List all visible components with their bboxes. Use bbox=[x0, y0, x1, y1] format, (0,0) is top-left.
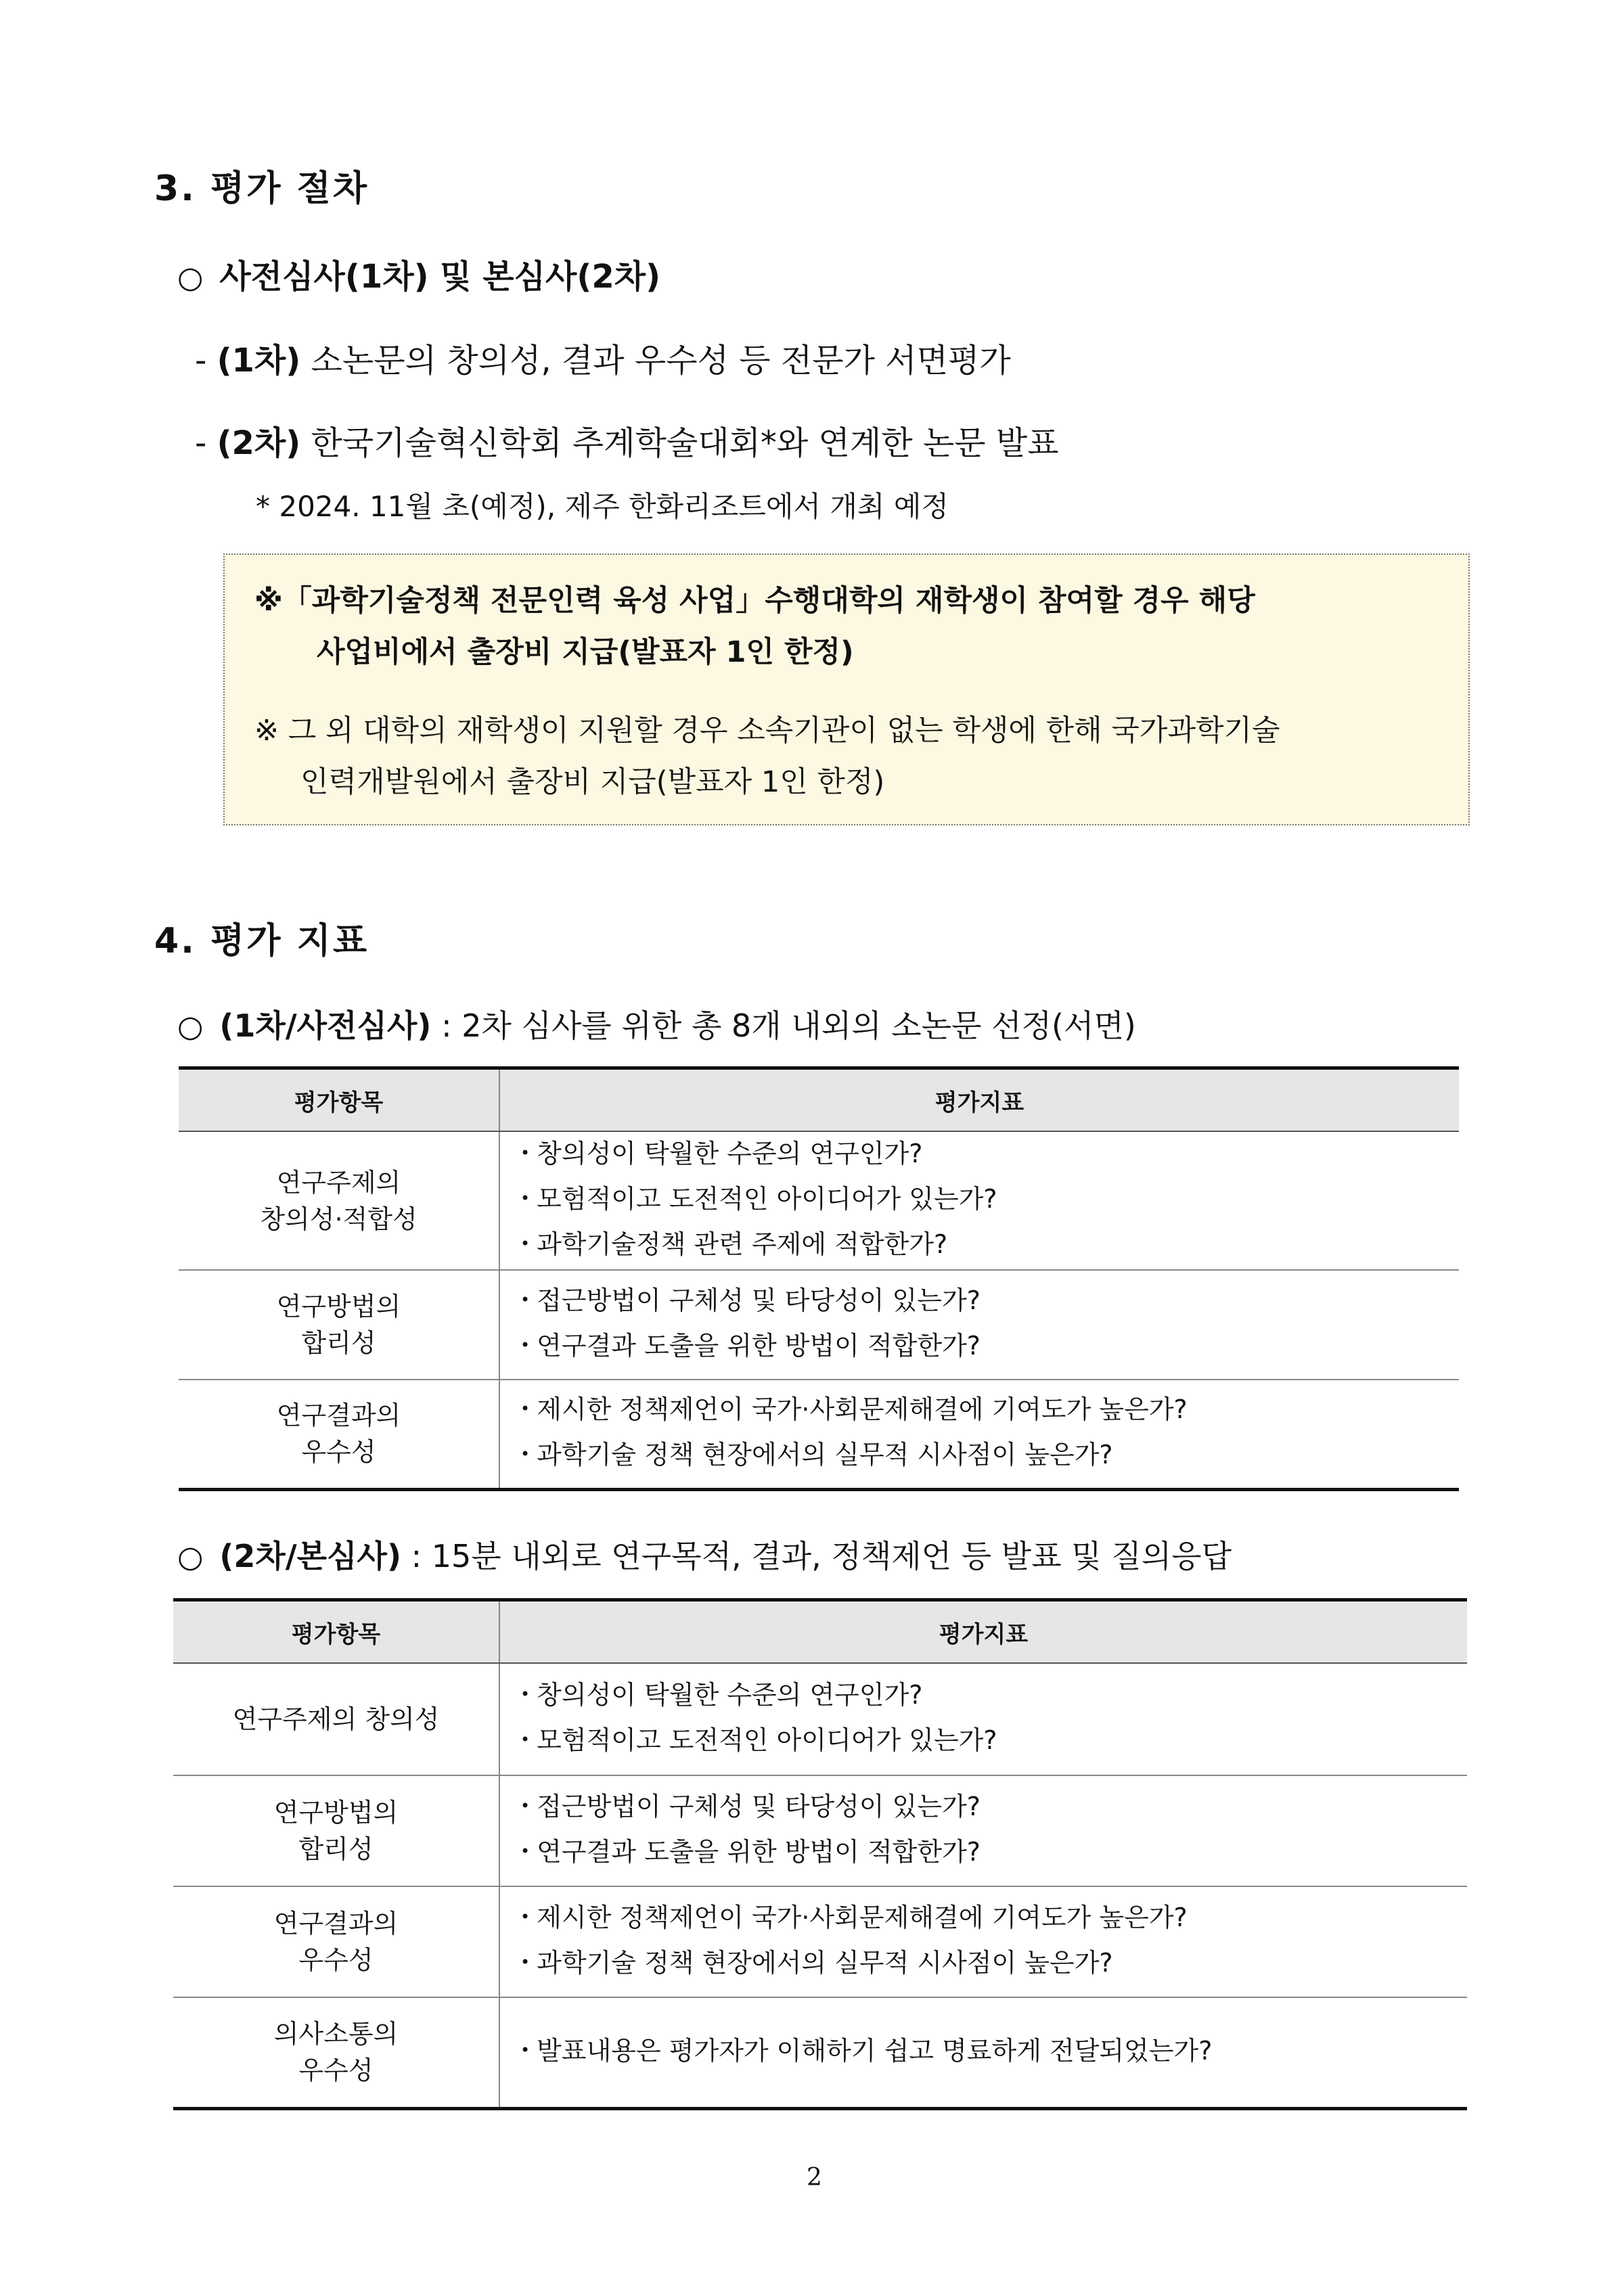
criteria-2-row bbox=[177, 1532, 1232, 1576]
indicator-line: • 과학기술 정책 현장에서의 실무적 시사점이 높은가? bbox=[520, 1440, 1113, 1470]
footnote: * 2024. 11월 초(예정), 제주 한화리조트에서 개최 예정 bbox=[256, 490, 949, 523]
notice-2-line-2: 인력개발원에서 출장비 지급(발표자 1인 한정) bbox=[300, 765, 885, 799]
item-cell bbox=[179, 1380, 499, 1489]
item-label: 연구주제의 창의성 bbox=[232, 1704, 440, 1734]
table-row bbox=[179, 1270, 1459, 1380]
table-row bbox=[173, 1997, 1467, 2108]
dash-bullet: - bbox=[195, 342, 207, 380]
evaluation-table-2 bbox=[173, 1598, 1467, 2110]
column-header-item: 평가항목 bbox=[179, 1068, 499, 1132]
dash-bullet: - bbox=[195, 424, 207, 462]
bullet-icon: • bbox=[520, 1399, 531, 1419]
bullet-icon: • bbox=[520, 1796, 531, 1815]
bullet-icon: • bbox=[520, 1143, 531, 1162]
item-label: 연구방법의 bbox=[276, 1292, 401, 1321]
item-label: 합리성 bbox=[298, 1834, 374, 1864]
criteria-2-label: (2차/본심사) bbox=[219, 1538, 402, 1574]
criteria-1-row bbox=[177, 1001, 1136, 1046]
bullet-icon: • bbox=[520, 1730, 531, 1749]
notice-1-line-1: ※「과학기술정책 전문인력 육성 사업」수행대학의 재학생이 참여할 경우 해당 bbox=[254, 584, 1255, 618]
item-label: 연구결과의 bbox=[276, 1401, 401, 1431]
notice-1-line-2: 사업비에서 출장비 지급(발표자 1인 한정) bbox=[317, 635, 854, 669]
item-cell bbox=[179, 1131, 499, 1270]
section-4-heading: 4. 평가 지표 bbox=[154, 921, 369, 961]
column-header-indicator: 평가지표 bbox=[499, 1600, 1467, 1664]
bullet-icon: • bbox=[520, 1290, 531, 1309]
circle-bullet-icon: ○ bbox=[177, 1009, 204, 1044]
bullet-icon: • bbox=[520, 1907, 531, 1926]
indicator-cell bbox=[499, 1775, 1467, 1886]
bullet-icon: • bbox=[520, 1842, 531, 1861]
indicator-cell bbox=[499, 1663, 1467, 1775]
page-number: 2 bbox=[807, 2164, 822, 2191]
indicator-line: • 연구결과 도출을 위한 방법이 적합한가? bbox=[520, 1837, 980, 1867]
item-label: 연구주제의 bbox=[276, 1167, 401, 1198]
indicator-cell bbox=[499, 1997, 1467, 2108]
indicator-line: • 제시한 정책제언이 국가·사회문제해결에 기여도가 높은가? bbox=[520, 1903, 1188, 1932]
section-3-subheading-row bbox=[177, 250, 660, 297]
item-label: 연구결과의 bbox=[273, 1909, 399, 1938]
table-row bbox=[173, 1886, 1467, 1997]
indicator-cell bbox=[499, 1131, 1459, 1270]
criteria-1-text: : 2차 심사를 위한 총 8개 내외의 소논문 선정(서면) bbox=[441, 1007, 1136, 1044]
indicator-cell bbox=[499, 1270, 1459, 1380]
section-3-heading: 3. 평가 절차 bbox=[154, 168, 369, 209]
criteria-2-text: : 15분 내외로 연구목적, 결과, 정책제언 등 발표 및 질의응답 bbox=[411, 1538, 1232, 1574]
indicator-line: • 창의성이 탁월한 수준의 연구인가? bbox=[520, 1680, 923, 1710]
step-1-text: 소논문의 창의성, 결과 우수성 등 전문가 서면평가 bbox=[311, 342, 1011, 380]
indicator-cell bbox=[499, 1886, 1467, 1997]
bullet-icon: • bbox=[520, 1234, 531, 1253]
circle-bullet-icon: ○ bbox=[177, 1540, 204, 1574]
step-1-label: (1차) bbox=[217, 342, 301, 380]
item-cell bbox=[173, 1775, 499, 1886]
criteria-1-label: (1차/사전심사) bbox=[219, 1007, 432, 1044]
step-2-text: 한국기술혁신학회 추계학술대회*와 연계한 논문 발표 bbox=[311, 424, 1059, 462]
column-header-item: 평가항목 bbox=[173, 1600, 499, 1664]
indicator-cell bbox=[499, 1380, 1459, 1489]
circle-bullet-icon: ○ bbox=[177, 260, 204, 295]
item-label: 연구방법의 bbox=[273, 1798, 399, 1827]
indicator-line: • 과학기술 정책 현장에서의 실무적 시사점이 높은가? bbox=[520, 1948, 1113, 1978]
item-cell bbox=[173, 1997, 499, 2108]
indicator-line: • 제시한 정책제언이 국가·사회문제해결에 기여도가 높은가? bbox=[520, 1394, 1188, 1425]
step-2-label: (2차) bbox=[217, 424, 301, 462]
bullet-icon: • bbox=[520, 1445, 531, 1464]
indicator-line: • 모험적이고 도전적인 아이디어가 있는가? bbox=[520, 1725, 997, 1755]
item-cell bbox=[173, 1663, 499, 1775]
bullet-icon: • bbox=[520, 1953, 531, 1972]
indicator-line: • 접근방법이 구체성 및 타당성이 있는가? bbox=[520, 1286, 980, 1315]
indicator-line: • 발표내용은 평가자가 이해하기 쉽고 명료하게 전달되었는가? bbox=[520, 2035, 1213, 2066]
bullet-icon: • bbox=[520, 2040, 531, 2060]
item-label: 합리성 bbox=[301, 1328, 376, 1358]
notice-2-line-1: ※ 그 외 대학의 재학생이 지원할 경우 소속기관이 없는 학생에 한해 국가과학기술 bbox=[254, 714, 1280, 748]
indicator-line: • 접근방법이 구체성 및 타당성이 있는가? bbox=[520, 1792, 980, 1821]
section-3-subheading: 사전심사(1차) 및 본심사(2차) bbox=[219, 258, 661, 296]
item-label: 우수성 bbox=[298, 1945, 374, 1975]
table-row bbox=[173, 1663, 1467, 1775]
table-row bbox=[179, 1131, 1459, 1270]
table-row bbox=[179, 1380, 1459, 1489]
step-1-row bbox=[195, 334, 1011, 381]
bullet-icon: • bbox=[520, 1189, 531, 1208]
item-cell bbox=[173, 1886, 499, 1997]
indicator-line: • 창의성이 탁월한 수준의 연구인가? bbox=[520, 1139, 923, 1168]
item-label: 우수성 bbox=[301, 1437, 376, 1468]
item-label: 창의성·적합성 bbox=[260, 1204, 418, 1234]
step-2-row bbox=[195, 417, 1059, 463]
bullet-icon: • bbox=[520, 1336, 531, 1355]
indicator-line: • 연구결과 도출을 위한 방법이 적합한가? bbox=[520, 1331, 980, 1361]
bullet-icon: • bbox=[520, 1685, 531, 1704]
item-cell bbox=[179, 1270, 499, 1380]
item-label: 우수성 bbox=[298, 2055, 374, 2086]
column-header-indicator: 평가지표 bbox=[499, 1068, 1459, 1132]
item-label: 의사소통의 bbox=[273, 2019, 399, 2049]
evaluation-table-1 bbox=[179, 1066, 1459, 1491]
table-row bbox=[173, 1775, 1467, 1886]
notice-box bbox=[223, 553, 1470, 825]
indicator-line: • 과학기술정책 관련 주제에 적합한가? bbox=[520, 1229, 948, 1259]
indicator-line: • 모험적이고 도전적인 아이디어가 있는가? bbox=[520, 1184, 997, 1214]
